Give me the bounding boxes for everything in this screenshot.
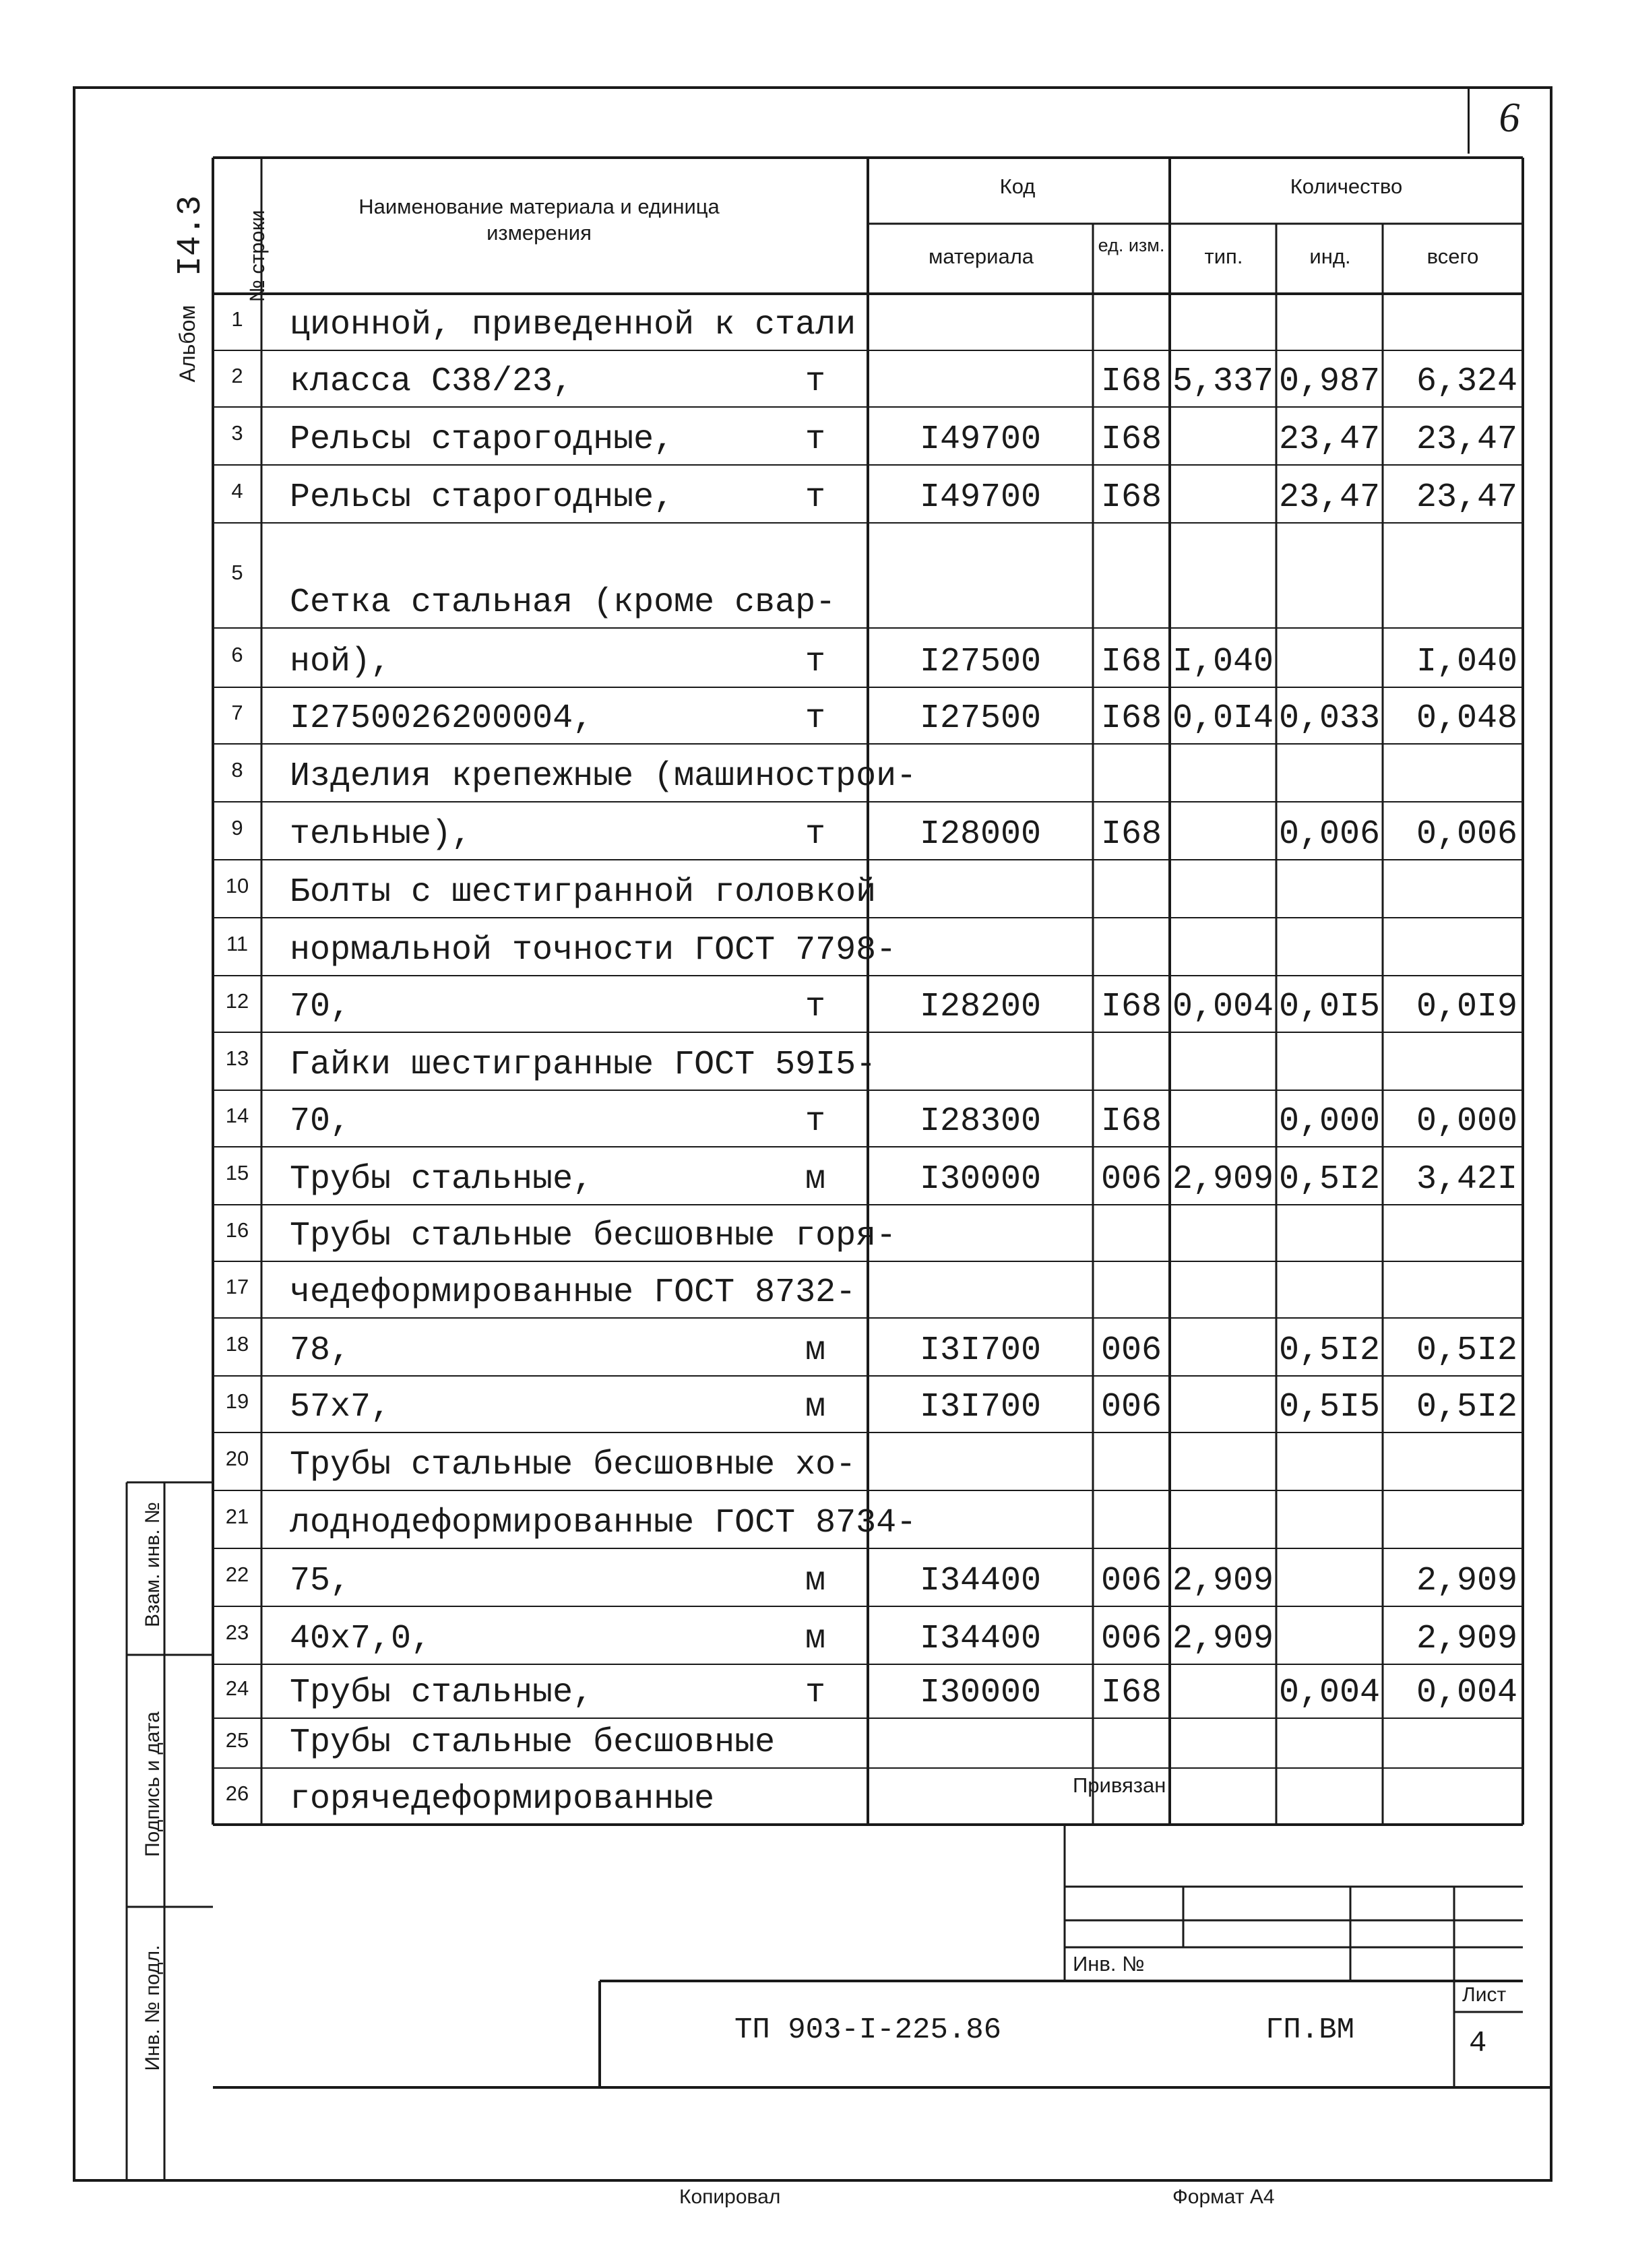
unit-letter: м xyxy=(805,1160,825,1199)
row-number: 8 xyxy=(231,758,243,782)
unit-letter: т xyxy=(805,1674,825,1712)
material-name: Трубы стальные бесшовные хо- xyxy=(290,1446,856,1484)
qty-typ: 2,909 xyxy=(1172,1562,1274,1600)
material-name: Рельсы старогодные, xyxy=(290,478,674,517)
unit-code: I68 xyxy=(1100,815,1162,854)
album-number: I4.3 xyxy=(172,195,210,277)
unit-code: I68 xyxy=(1100,699,1162,738)
material-code: I34400 xyxy=(919,1562,1042,1600)
qty-total: 0,5I2 xyxy=(1416,1388,1517,1426)
material-name: 40x7,0, xyxy=(290,1620,432,1658)
qty-ind: 0,006 xyxy=(1278,815,1381,854)
qty-total: 23,47 xyxy=(1416,420,1517,459)
material-code: I34400 xyxy=(919,1620,1042,1658)
material-name: ционной, приведенной к стали xyxy=(290,306,856,344)
qty-ind: 0,5I2 xyxy=(1278,1331,1381,1370)
material-code: I49700 xyxy=(919,478,1042,517)
material-name: тельные), xyxy=(290,815,472,854)
unit-code: I68 xyxy=(1100,1674,1162,1712)
material-code: I28200 xyxy=(919,988,1042,1026)
material-code: I27500 xyxy=(919,643,1042,681)
qty-total: 0,004 xyxy=(1416,1674,1517,1712)
unit-code: I68 xyxy=(1100,420,1162,459)
header-name: Наименование материала и единица измерения xyxy=(358,195,720,245)
qty-typ: 2,909 xyxy=(1172,1620,1274,1658)
row-number: 14 xyxy=(225,1104,249,1127)
row-number: 7 xyxy=(231,701,243,724)
unit-code: 006 xyxy=(1100,1562,1162,1600)
qty-ind: 0,000 xyxy=(1278,1102,1381,1141)
qty-ind: 0,033 xyxy=(1278,699,1381,738)
material-name: чедеформированные ГОСТ 8732- xyxy=(290,1273,856,1312)
row-number: 3 xyxy=(231,421,243,445)
unit-letter: м xyxy=(805,1388,825,1426)
stamp-vzam: Взам. инв. № xyxy=(142,1502,164,1627)
unit-code: 006 xyxy=(1100,1620,1162,1658)
unit-letter: т xyxy=(805,420,825,459)
qty-total: I,040 xyxy=(1416,643,1517,681)
row-number: 2 xyxy=(231,364,243,387)
material-name: Гайки шестигранные ГОСТ 59I5- xyxy=(290,1046,877,1084)
row-number: 16 xyxy=(225,1218,249,1242)
qty-total: 0,000 xyxy=(1416,1102,1517,1141)
unit-letter: т xyxy=(805,363,825,401)
material-name: Сетка стальная (кроме свар- xyxy=(290,584,836,622)
material-name: Трубы стальные бесшовные xyxy=(290,1724,776,1762)
copied-label: Копировал xyxy=(679,2186,781,2208)
row-number: 15 xyxy=(225,1161,249,1185)
material-code: I30000 xyxy=(919,1160,1042,1199)
stamp-inv: Инв. № подл. xyxy=(142,1945,164,2071)
material-name: Рельсы старогодные, xyxy=(290,420,674,459)
header-qty-ind: инд. xyxy=(1309,245,1351,268)
stamp-podpis: Подпись и дата xyxy=(142,1711,164,1857)
row-number: 23 xyxy=(225,1620,249,1644)
material-name: I2750026200004, xyxy=(290,699,594,738)
unit-letter: т xyxy=(805,643,825,681)
header-code: Код xyxy=(999,175,1036,198)
material-code: I28300 xyxy=(919,1102,1042,1141)
unit-code: I68 xyxy=(1100,478,1162,517)
qty-ind: 23,47 xyxy=(1278,420,1381,459)
sheet-number: 4 xyxy=(1469,2027,1487,2060)
qty-total: 3,42I xyxy=(1416,1160,1517,1199)
privyazan-label: Привязан xyxy=(1073,1773,1166,1797)
material-name: Изделия крепежные (машинострои- xyxy=(290,757,917,796)
material-name: 70, xyxy=(290,988,351,1026)
material-name: Трубы стальные, xyxy=(290,1160,594,1199)
row-number: 1 xyxy=(231,307,243,331)
row-number: 26 xyxy=(225,1782,249,1805)
row-number: 12 xyxy=(225,989,249,1013)
row-number: 5 xyxy=(231,561,243,584)
unit-code: I68 xyxy=(1100,1102,1162,1141)
row-number: 25 xyxy=(225,1728,249,1752)
qty-total: 0,0I9 xyxy=(1416,988,1517,1026)
material-code: I3I700 xyxy=(919,1331,1042,1370)
material-name: 70, xyxy=(290,1102,351,1141)
row-number: 20 xyxy=(225,1447,249,1470)
page-corner-number: 6 xyxy=(1499,95,1520,141)
unit-letter: м xyxy=(805,1331,825,1370)
material-name: лоднодеформированные ГОСТ 8734- xyxy=(290,1504,917,1542)
row-number: 11 xyxy=(226,932,249,955)
qty-total: 2,909 xyxy=(1416,1562,1517,1600)
row-number: 10 xyxy=(225,874,249,897)
material-name: горячедеформированные xyxy=(290,1780,715,1819)
sheet-label: Лист xyxy=(1462,1984,1507,2006)
qty-total: 0,006 xyxy=(1416,815,1517,854)
header-qty-typ: тип. xyxy=(1204,245,1243,268)
material-name: Трубы стальные бесшовные горя- xyxy=(290,1217,897,1255)
unit-code: I68 xyxy=(1100,643,1162,681)
document-code: ТП 903-I-225.86 xyxy=(734,2013,1002,2047)
unit-letter: т xyxy=(805,699,825,738)
material-name: 57x7, xyxy=(290,1388,391,1426)
header-row-number: № строки xyxy=(245,210,269,303)
row-number: 18 xyxy=(225,1332,249,1356)
qty-total: 0,048 xyxy=(1416,699,1517,738)
material-code: I3I700 xyxy=(919,1388,1042,1426)
qty-typ: 2,909 xyxy=(1172,1160,1274,1199)
qty-ind: 0,987 xyxy=(1278,363,1381,401)
material-code: I49700 xyxy=(919,420,1042,459)
unit-letter: т xyxy=(805,988,825,1026)
material-code: I30000 xyxy=(919,1674,1042,1712)
inv-no-label: Инв. № xyxy=(1073,1952,1145,1976)
material-name: нормальной точности ГОСТ 7798- xyxy=(290,931,897,970)
qty-typ: 0,004 xyxy=(1172,988,1274,1026)
qty-ind: 0,5I2 xyxy=(1278,1160,1381,1199)
format-label: Формат А4 xyxy=(1172,2186,1275,2208)
unit-code: 006 xyxy=(1100,1331,1162,1370)
qty-total: 0,5I2 xyxy=(1416,1331,1517,1370)
qty-ind: 23,47 xyxy=(1278,478,1381,517)
material-name: ной), xyxy=(290,643,391,681)
unit-letter: м xyxy=(805,1620,825,1658)
unit-letter: м xyxy=(805,1562,825,1600)
header-code-material: материала xyxy=(928,245,1034,268)
row-number: 19 xyxy=(225,1389,249,1413)
row-number: 21 xyxy=(225,1505,249,1528)
qty-typ: I,040 xyxy=(1172,643,1274,681)
material-name: Трубы стальные, xyxy=(290,1674,594,1712)
qty-ind: 0,0I5 xyxy=(1278,988,1381,1026)
document-mark: ГП.ВМ xyxy=(1265,2013,1355,2047)
material-name: Болты с шестигранной головкой xyxy=(290,873,877,912)
row-number: 4 xyxy=(231,479,243,503)
qty-ind: 0,5I5 xyxy=(1278,1388,1381,1426)
material-name: класса С38/23, xyxy=(290,363,573,401)
qty-total: 6,324 xyxy=(1416,363,1517,401)
qty-typ: 5,337 xyxy=(1172,363,1274,401)
unit-code: 006 xyxy=(1100,1160,1162,1199)
album-label: Альбом xyxy=(175,305,199,383)
qty-total: 23,47 xyxy=(1416,478,1517,517)
qty-ind: 0,004 xyxy=(1278,1674,1381,1712)
row-number: 22 xyxy=(225,1563,249,1586)
row-number: 24 xyxy=(225,1676,249,1700)
unit-code: I68 xyxy=(1100,988,1162,1026)
row-number: 13 xyxy=(225,1046,249,1070)
row-number: 9 xyxy=(231,816,243,840)
qty-total: 2,909 xyxy=(1416,1620,1517,1658)
material-code: I27500 xyxy=(919,699,1042,738)
row-number: 6 xyxy=(231,643,243,666)
header-qty-total: всего xyxy=(1426,245,1479,268)
unit-letter: т xyxy=(805,478,825,517)
unit-letter: т xyxy=(805,1102,825,1141)
qty-typ: 0,0I4 xyxy=(1172,699,1274,738)
unit-code: 006 xyxy=(1100,1388,1162,1426)
unit-code: I68 xyxy=(1100,363,1162,401)
header-code-unit: ед. изм. xyxy=(1098,235,1165,255)
header-quantity: Количество xyxy=(1290,175,1403,198)
row-number: 17 xyxy=(225,1275,249,1298)
material-name: 75, xyxy=(290,1562,351,1600)
material-code: I28000 xyxy=(919,815,1042,854)
material-name: 78, xyxy=(290,1331,351,1370)
unit-letter: т xyxy=(805,815,825,854)
